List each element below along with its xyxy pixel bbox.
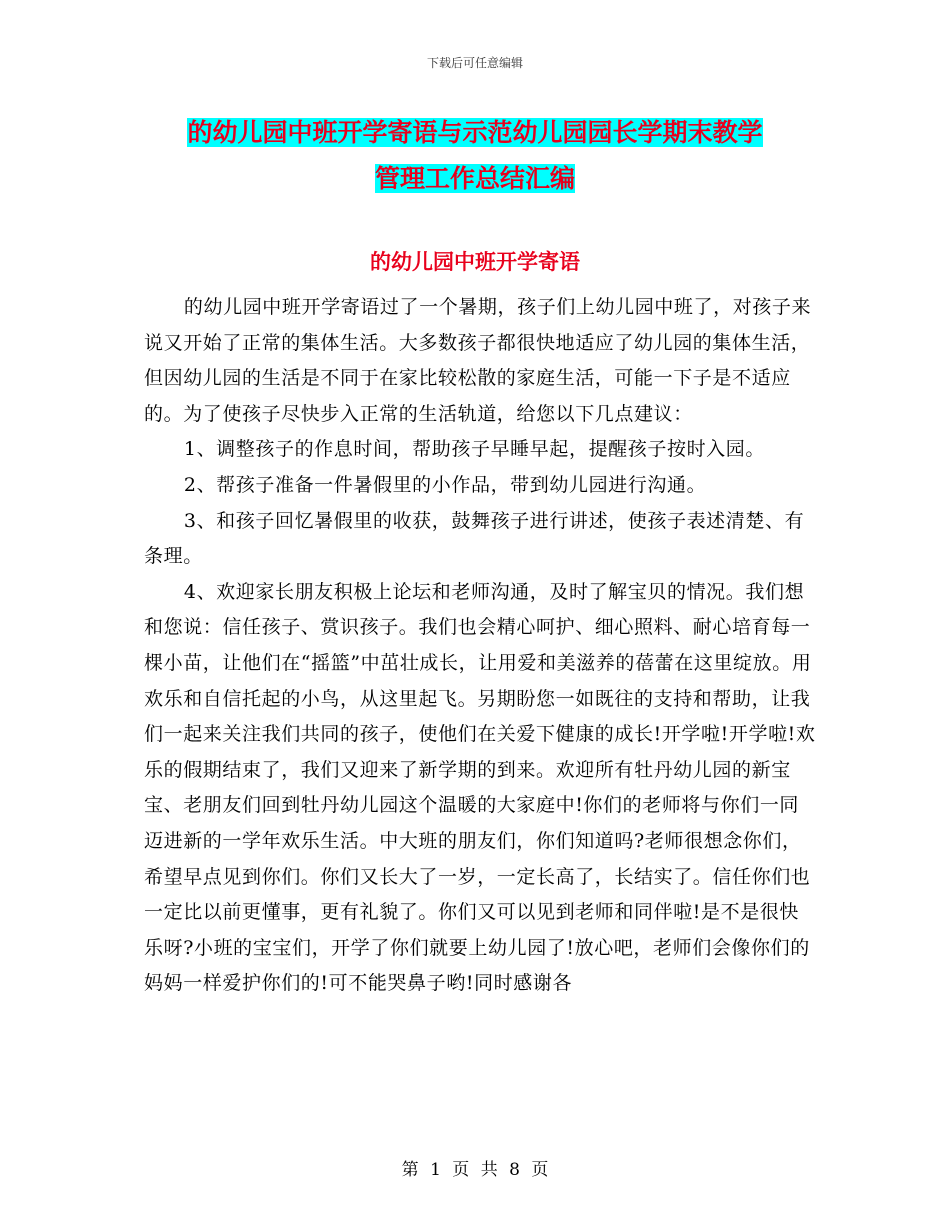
paragraph-item-1: 1、调整孩子的作息时间，帮助孩子早睡早起，提醒孩子按时入园。 [183,438,765,461]
document-title [130,110,820,202]
paragraph-item-4: 4、欢迎家长朋友积极上论坛和老师沟通，及时了解宝贝的情况。我们想和您说：信任孩子、赏识孩子。我们也会精心呵护、细心照料、耐心培育每一棵小苗，让他们在“摇篮”中茁壮成长，让用爱和美滋养的蓓蕾在这里绽放。用欢乐和自信托起的小鸟，从这里起飞。另期盼您一如既往的支持和帮助，让我们一起来关注我们共同的孩子，使他们在关爱下健康的成长!开学啦!开学啦!欢乐的假期结束了，我们又迎来了新学期的到来。欢迎所有牡丹幼儿园的新宝宝、老朋友们回到牡丹幼儿园这个温暖的大家庭中!你们的老师将与你们一同迈进新的一学年欢乐生活。中大班的朋友们，你们知道吗?老师很想念你们，希望早点见到你们。你们又长大了一岁，一定长高了，长结实了。信任你们也一定比以前更懂事，更有礼貌了。你们又可以见到老师和同伴啦!是不是很快乐呀?小班的宝宝们，开学了你们就要上幼儿园了!放心吧，老师们会像你们的妈妈一样爱护你们的!可不能哭鼻子哟!同时感谢各 [144,580,816,995]
body-text [144,290,816,1002]
paragraph-item-3: 3、和孩子回忆暑假里的收获，鼓舞孩子进行讲述，使孩子表述清楚、有条理。 [144,509,805,568]
page-number-footer: 第 1 页 共 8 页 [401,1160,549,1180]
document-title-line-1: 的幼儿园中班开学寄语与示范幼儿园园长学期末教学 [187,118,763,147]
header-note: 下载后可任意编辑 [426,56,523,70]
paragraph-intro: 的幼儿园中班开学寄语过了一个暑期，孩子们上幼儿园中班了，对孩子来说又开始了正常的集体生活。大多数孩子都很快地适应了幼儿园的集体生活，但因幼儿园的生活是不同于在家比较松散的家庭生活，可能一下子是不适应的。为了使孩子尽快步入正常的生活轨道，给您以下几点建议： [144,296,812,425]
paragraph-item-2: 2、帮孩子准备一件暑假里的小作品，带到幼儿园进行沟通。 [183,473,707,496]
document-title-line-2: 管理工作总结汇编 [374,164,575,193]
section-title: 的幼儿园中班开学寄语 [370,250,580,274]
